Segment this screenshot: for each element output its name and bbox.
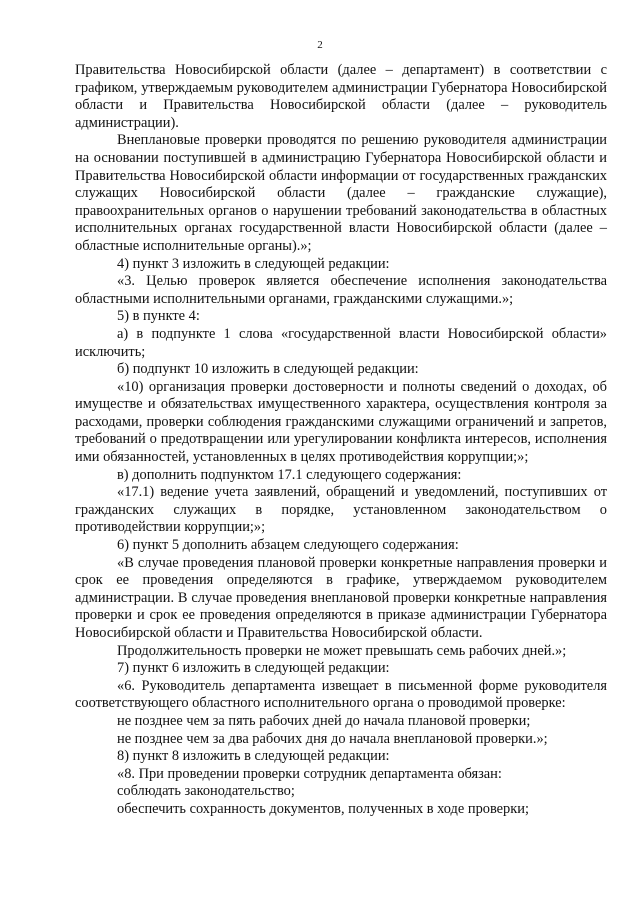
- paragraph: «17.1) ведение учета заявлений, обращений и уведомлений, поступивших от гражданских служащих в порядке, установленном законодательством о противодействии коррупции;»;: [75, 484, 607, 536]
- paragraph: 4) пункт 3 изложить в следующей редакции:: [117, 255, 390, 272]
- paragraph: в) дополнить подпунктом 17.1 следующего содержания:: [117, 466, 462, 483]
- paragraph: не позднее чем за пять рабочих дней до начала плановой проверки;: [117, 712, 531, 729]
- paragraph: 5) в пункте 4:: [117, 308, 200, 325]
- paragraph: «3. Целью проверок является обеспечение исполнения законодательства областными исполнительными органами, гражданскими служащими.»;: [75, 273, 607, 307]
- paragraph: Правительства Новосибирской области (далее – департамент) в соответствии с графиком, утверждаемым руководителем администрации Губернатора Новосибирской области и Правительства Новосибирской области (далее – руководитель администрации).: [75, 62, 607, 131]
- paragraph: «6. Руководитель департамента извещает в письменной форме руководителя соответствующего областного исполнительного органа о проводимой проверке:: [75, 677, 607, 712]
- paragraph: Продолжительность проверки не может превышать семь рабочих дней.»;: [117, 642, 567, 659]
- paragraph: б) подпункт 10 изложить в следующей редакции:: [117, 361, 419, 378]
- paragraph: «10) организация проверки достоверности и полноты сведений о доходах, об имуществе и обязательствах имущественного характера, осуществления контроля за расходами, проверки соблюдения гражданскими служащими ограничений и запретов, требований о предотвращении или урегулировании конфликта интересов, исполнения ими обязанностей, установленных в целях противодействия коррупции;»;: [75, 378, 607, 466]
- page-number: 2: [317, 39, 323, 51]
- paragraph: 6) пункт 5 дополнить абзацем следующего содержания:: [117, 537, 459, 554]
- paragraph: Внеплановые проверки проводятся по решению руководителя администрации на основании поступившей в администрацию Губернатора Новосибирской области и Правительства Новосибирской области информации от государственных гражданских служащих Новосибирской области (далее – гражданские служащие), правоохранительных органов о нарушении требований законодательства в областных исполнительных органах государственной власти Новосибирской области (далее – областные исполнительные органы).»;: [75, 132, 607, 254]
- document-body: [75, 62, 607, 819]
- paragraph: «8. При проведении проверки сотрудник департамента обязан:: [117, 765, 502, 782]
- paragraph: «В случае проведения плановой проверки конкретные направления проверки и срок ее проведения определяются в графике, утверждаемом руководителем администрации. В случае проведения внеплановой проверки конкретные направления проверки и срок ее проведения определяются в приказе администрации Губернатора Новосибирской области и Правительства Новосибирской области.: [75, 554, 607, 641]
- paragraph: 8) пункт 8 изложить в следующей редакции:: [117, 748, 390, 765]
- paragraph: обеспечить сохранность документов, полученных в ходе проверки;: [117, 800, 529, 817]
- paragraph: не позднее чем за два рабочих дня до начала внеплановой проверки.»;: [117, 730, 548, 747]
- paragraph: а) в подпункте 1 слова «государственной власти Новосибирской области» исключить;: [75, 325, 607, 360]
- paragraph: соблюдать законодательство;: [117, 783, 295, 800]
- paragraph: 7) пункт 6 изложить в следующей редакции:: [117, 660, 390, 677]
